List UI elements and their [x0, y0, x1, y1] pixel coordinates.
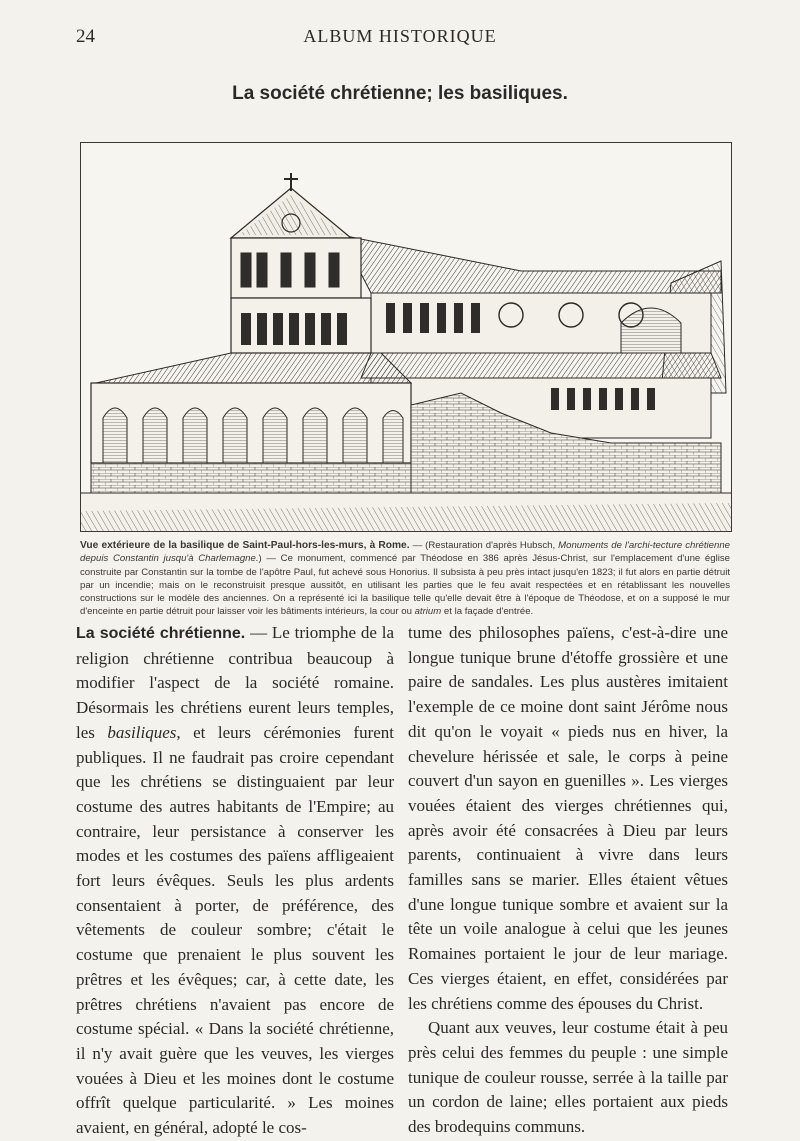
- running-head: [0, 26, 800, 52]
- run-in-heading: La société chrétienne.: [76, 625, 246, 642]
- text-column-right: [408, 621, 728, 1140]
- paragraph-right-2: Quant aux veuves, leur costume était à peu près celui des femmes du peuple : une simple tunique de couleur rousse, serrée à la taille par un cordon de laine; elles portaient aux pieds des brodequins communs.: [408, 1018, 728, 1137]
- figure-caption: [80, 539, 730, 619]
- caption-text-2: ) — Ce monument, commencé par Théodose en 386 après Jésus-Christ, sur l'emplacement d'une église construite par Constantin sur la tombe de l'apôtre Paul, fut achevé sous Honorius. Il subsista à peu près intact jusqu'en 1823; il fut alors en partie détruit par un incendie; mais on le reconstruisit presque aussitôt, en utilisant les parties que le feu avait respectées et en rétablissant les nouvelles constructions sur le modèle des anciennes. On a représenté ici la basilique telle qu'elle devait être à l'époque de Théodose, et on a supposé le mur d'enceinte en partie détruit pour laisser voir les bâtiments intérieurs, la cour ou: [80, 553, 730, 618]
- caption-text-3: et la façade d'entrée.: [441, 606, 534, 618]
- text-column-left: [76, 621, 394, 1141]
- paragraph-left-text-1: — Le triomphe de la religion chrétienne contribua beaucoup à modifier l'aspect de la société romaine. Désormais les chrétiens eurent leurs temples, les: [76, 623, 395, 742]
- basilica-engraving: [80, 142, 732, 532]
- paragraph-left: [76, 621, 394, 1141]
- caption-title: Vue extérieure de la basilique de Saint-Paul-hors-les-murs, à Rome.: [80, 540, 410, 551]
- caption-text-1: — (Restauration d'après Hubsch,: [409, 540, 559, 551]
- caption-source-title: Monuments de l'archi-tecture chrétienne depuis Constantin jusqu'à Charlemagne.: [80, 540, 731, 565]
- paragraph-right-1: tume des philosophes païens, c'est-à-dire une longue tunique brune d'étoffe grossière et une paire de sandales. Les plus austères imitaient l'exemple de ce moine dont saint Jérôme nous dit qu'on le voyait « pieds nus en hiver, la chevelure hérissée et sale, le corps à peine couvert d'un sayon en guenilles ». Les vierges vouées étaient des vierges chrétiennes qui, après avoir été consacrées à Dieu par leurs parents, continuaient à vivre dans leurs familles sans se marier. Elles étaient vêtues d'une longue tunique sombre et avaient sur la tête un voile analogue à celui que les jeunes Romaines portaient le jour de leur mariage. Ces vierges étaient, en effet, considérées par les chrétiens comme des épouses du Christ.: [408, 623, 728, 1013]
- paragraph-left-italic: basiliques: [107, 722, 177, 742]
- paragraph-left-text-2: , et leurs cérémonies furent publiques. Il ne faudrait pas croire cependant que les chrétiens se distinguaient par leur costume des autres habitants de l'Empire; au contraire, leur persistance à conserver les modes et les costumes des païens affligeaient fort leurs évêques. Seuls les plus ardents consentaient à porter, de préférence, des vêtements de couleur sombre; c'était le costume que prenaient le plus souvent les prêtres et les évêques; car, à cette date, les prêtres chrétiens n'avaient pas encore de costume spécial. « Dans la société chrétienne, il n'y avait guère que les veuves, les vierges vouées à Dieu et les moines dont le costume offrît quelque particularité. » Les moines avaient, en général, adopté le cos-: [76, 722, 394, 1138]
- caption-atrium: atrium: [414, 606, 442, 618]
- page-number: 24: [76, 26, 95, 47]
- book-title: ALBUM HISTORIQUE: [303, 26, 497, 46]
- chapter-heading: La société chrétienne; les basiliques.: [232, 83, 568, 104]
